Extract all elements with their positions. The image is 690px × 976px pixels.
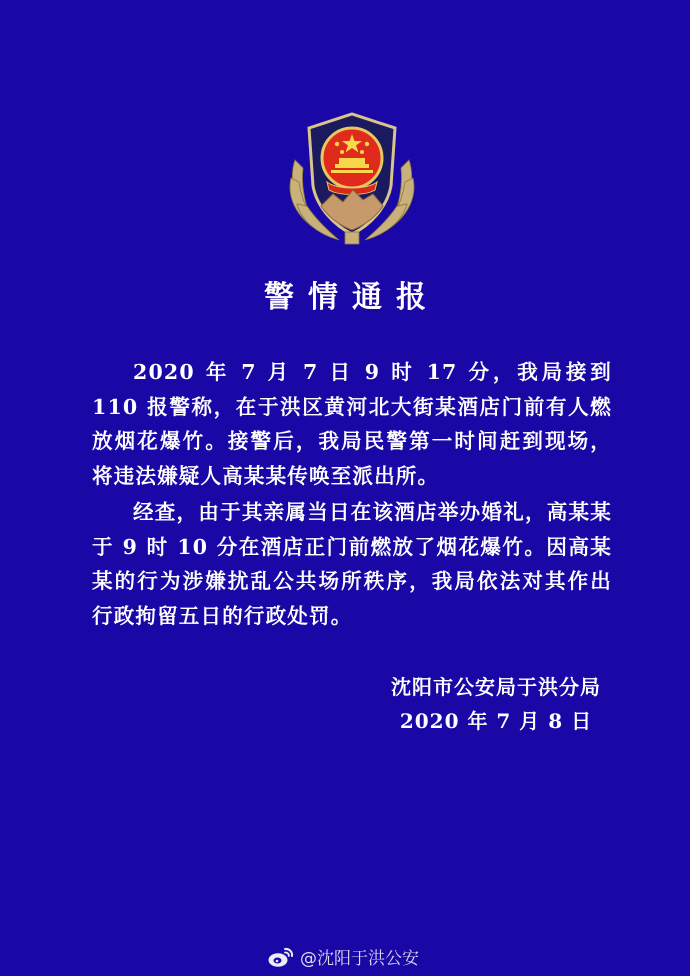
weibo-icon — [268, 946, 294, 968]
paragraph-investigation: 经查，由于其亲属当日在该酒店举办婚礼，高某某于 9 时 10 分在酒店正门前燃放了烟花爆竹。因高某某的行为涉嫌扰乱公共场所秩序，我局依法对其作出行政拘留五日的行政处罚。 — [92, 500, 612, 628]
paragraph-incident: 2020 年 7 月 7 日 9 时 17 分，我局接到 110 报警称，在于洪区黄河北大街某酒店门前有人燃放烟花爆竹。接警后，我局民警第一时间赶到现场，将违法嫌疑人高某某传唤至派出所。 — [92, 360, 612, 488]
weibo-watermark — [268, 944, 419, 969]
weibo-handle: @沈阳于洪公安 — [300, 949, 419, 969]
signature-organization: 沈阳市公安局于洪分局 — [391, 675, 601, 699]
police-emblem-icon — [287, 108, 417, 248]
notice-title: 警情通报 — [264, 280, 440, 315]
signature-date: 2020 年 7 月 8 日 — [399, 709, 593, 733]
